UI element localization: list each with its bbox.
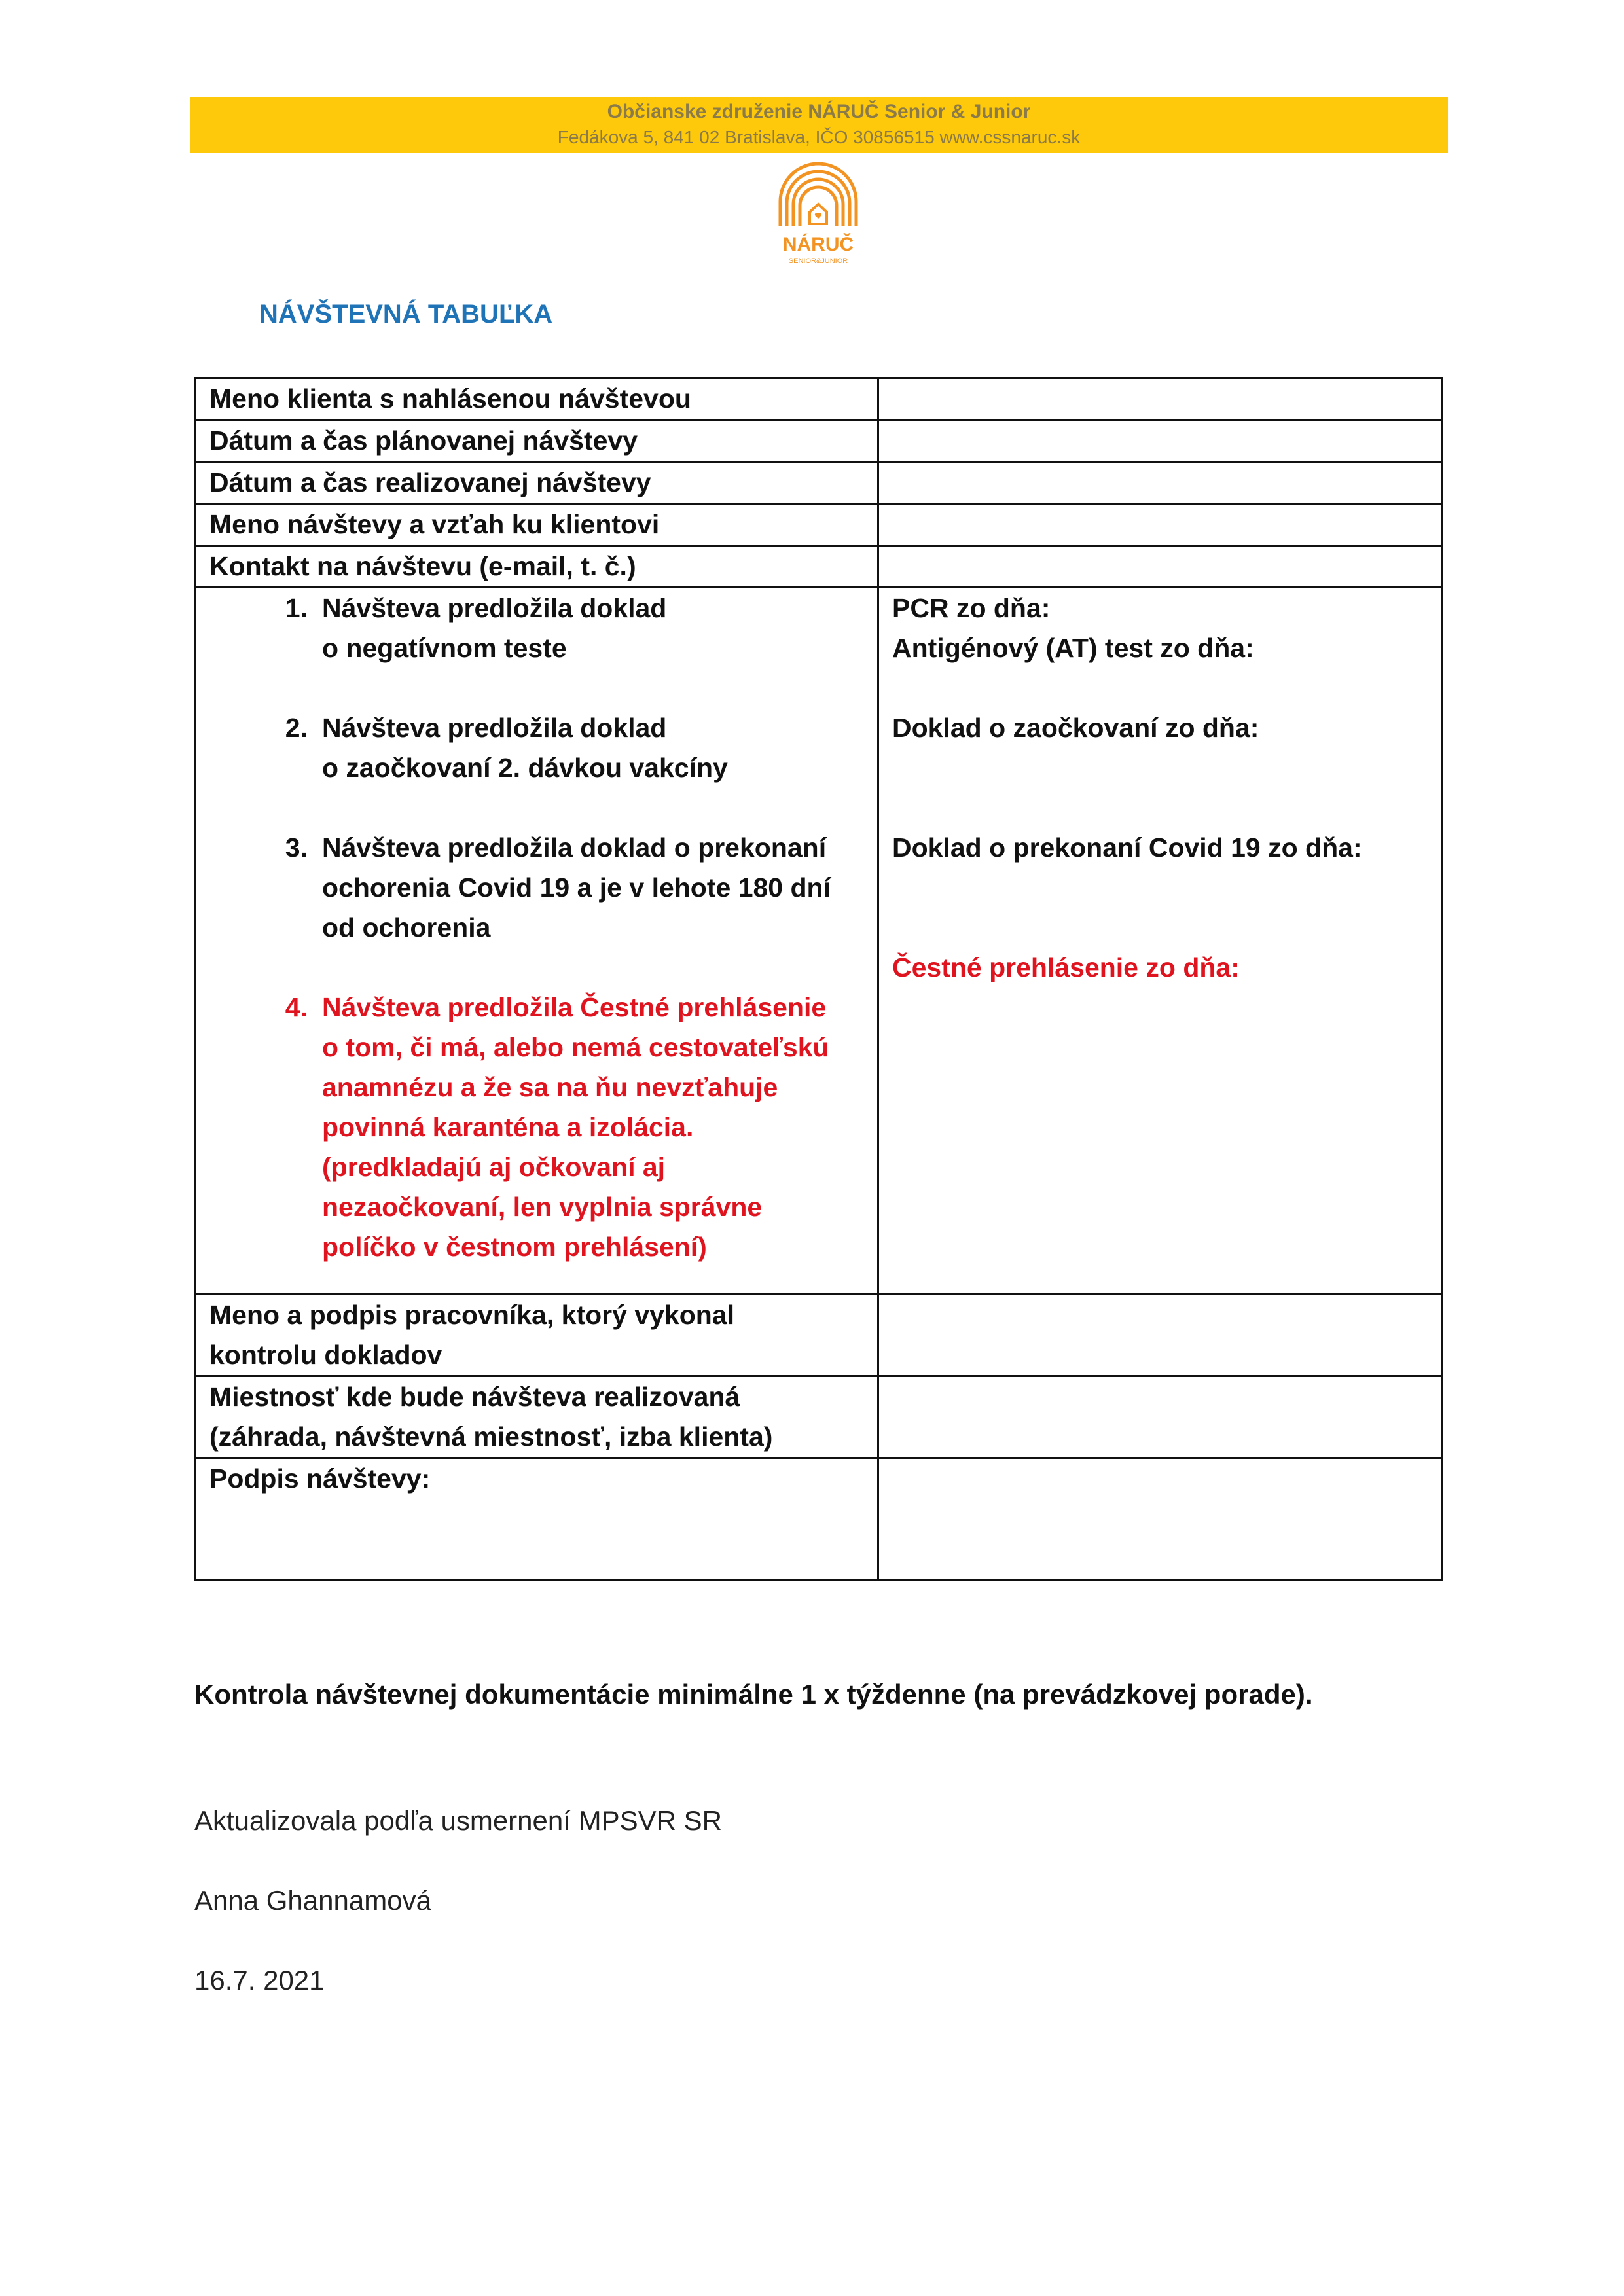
- list-item: 4. Návšteva predložila Čestné prehlásenie o tom, či má, alebo nemá cestovateľskú anamnézu a že sa na ňu nevzťahuje povinná karanténa a izolácia. (predkladajú aj očkovaní aj nezaočkovaní, len vyplnia správne políčko v čestnom prehlásení): [285, 992, 829, 1262]
- client-name-field[interactable]: [878, 378, 1443, 420]
- visitor-contact-label: Kontakt na návštevu (e-mail, t. č.): [196, 546, 878, 588]
- organization-name: Občianske združenie NÁRUČ Senior & Junior: [607, 101, 1031, 122]
- visitor-relation-label: Meno návštevy a vzťah ku klientovi: [196, 504, 878, 546]
- visitor-signature-field[interactable]: [878, 1458, 1443, 1580]
- worker-signature-label: Meno a podpis pracovníka, ktorý vykonal kontrolu dokladov: [196, 1295, 878, 1376]
- updated-by-text: Aktualizovala podľa usmernení MPSVR SR: [194, 1805, 722, 1836]
- planned-visit-label: Dátum a čas plánovanej návštevy: [196, 420, 878, 462]
- logo-text: NÁRUČ: [782, 234, 854, 255]
- documents-list: [209, 588, 864, 1293]
- visitor-relation-field[interactable]: [878, 504, 1443, 546]
- documents-row: [196, 588, 1443, 1295]
- list-item: 1. Návšteva predložila doklad o negatívnom teste: [285, 593, 667, 663]
- visitor-signature-label: Podpis návštevy:: [196, 1458, 878, 1580]
- table-row: [196, 1458, 1443, 1580]
- document-dates-cell[interactable]: [878, 588, 1443, 1295]
- list-item: 3. Návšteva predložila doklad o prekonaní ochorenia Covid 19 a je v lehote 180 dní od ochorenia: [285, 833, 831, 942]
- table-row: [196, 1376, 1443, 1458]
- visitor-contact-field[interactable]: [878, 546, 1443, 588]
- document-title: NÁVŠTEVNÁ TABUĽKA: [259, 300, 553, 329]
- client-name-label: Meno klienta s nahlásenou návštevou: [196, 378, 878, 420]
- document-date: 16.7. 2021: [194, 1965, 325, 1996]
- table-row: [196, 1295, 1443, 1376]
- planned-visit-field[interactable]: [878, 420, 1443, 462]
- honor-date-label: Čestné prehlásenie zo dňa:: [892, 952, 1240, 982]
- table-row: [196, 504, 1443, 546]
- pcr-date-label: PCR zo dňa:: [892, 593, 1051, 623]
- covid-date-label: Doklad o prekonaní Covid 19 zo dňa:: [892, 833, 1362, 863]
- worker-signature-field[interactable]: [878, 1295, 1443, 1376]
- visit-room-field[interactable]: [878, 1376, 1443, 1458]
- author-name: Anna Ghannamová: [194, 1885, 431, 1916]
- vaccine-date-label: Doklad o zaočkovaní zo dňa:: [892, 713, 1259, 743]
- table-row: [196, 420, 1443, 462]
- realized-visit-field[interactable]: [878, 462, 1443, 504]
- visit-table: [194, 377, 1443, 1581]
- realized-visit-label: Dátum a čas realizovanej návštevy: [196, 462, 878, 504]
- header-band: [190, 97, 1448, 153]
- organization-address: Fedákova 5, 841 02 Bratislava, IČO 30856515 www.cssnaruc.sk: [557, 127, 1081, 147]
- naruc-logo: [772, 161, 864, 272]
- antigen-date-label: Antigénový (AT) test zo dňa:: [892, 633, 1254, 663]
- logo-subtext: SENIOR&JUNIOR: [788, 257, 848, 265]
- table-row: [196, 546, 1443, 588]
- table-row: [196, 462, 1443, 504]
- visit-room-label: Miestnosť kde bude návšteva realizovaná (záhrada, návštevná miestnosť, izba klienta): [196, 1376, 878, 1458]
- table-row: [196, 378, 1443, 420]
- documents-list-cell: [196, 588, 878, 1295]
- list-item: 2. Návšteva predložila doklad o zaočkovaní 2. dávkou vakcíny: [285, 713, 728, 783]
- control-note: Kontrola návštevnej dokumentácie minimálne 1 x týždenne (na prevádzkovej porade).: [194, 1679, 1313, 1710]
